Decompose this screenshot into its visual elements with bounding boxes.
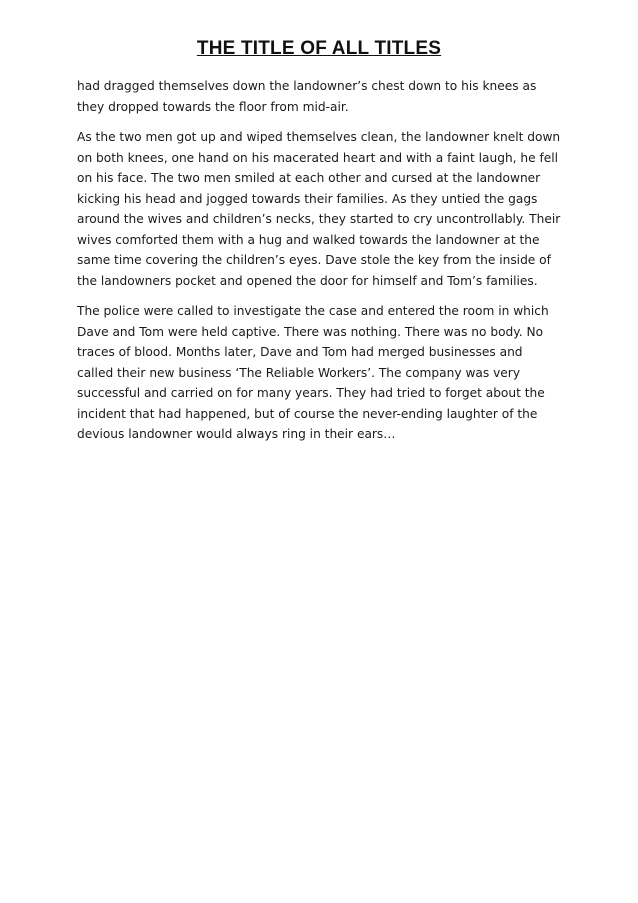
paragraph-2: As the two men got up and wiped themselves clean, the landowner knelt down on both knees, one hand on his macerated heart and with a faint laugh, he fell on his face. The two men smiled at each other and cursed at the landowner kicking his head and jogged towards their families. As they untied the gags around the wives and children’s necks, they started to cry uncontrollably. Their wives comforted them with a hug and walked towards the landowner at the same time covering the children’s eyes. Dave stole the key from the inside of the landowners pocket and opened the door for himself and Tom’s families.	[77, 130, 561, 288]
paragraph-1: had dragged themselves down the landowner’s chest down to his knees as they dropped towards the floor from mid-air.	[77, 79, 537, 114]
paragraph-3: The police were called to investigate the case and entered the room in which Dave and Tom were held captive. There was nothing. There was no body. No traces of blood. Months later, Dave and Tom had merged businesses and called their new business ‘The Reliable Workers’. The company was very successful and carried on for many years. They had tried to forget about the incident that had happened, but of course the never-ending laughter of the devious landowner would always ring in their ears…	[77, 304, 549, 441]
page-title: THE TITLE OF ALL TITLES	[196, 38, 442, 59]
document-body	[77, 76, 561, 455]
